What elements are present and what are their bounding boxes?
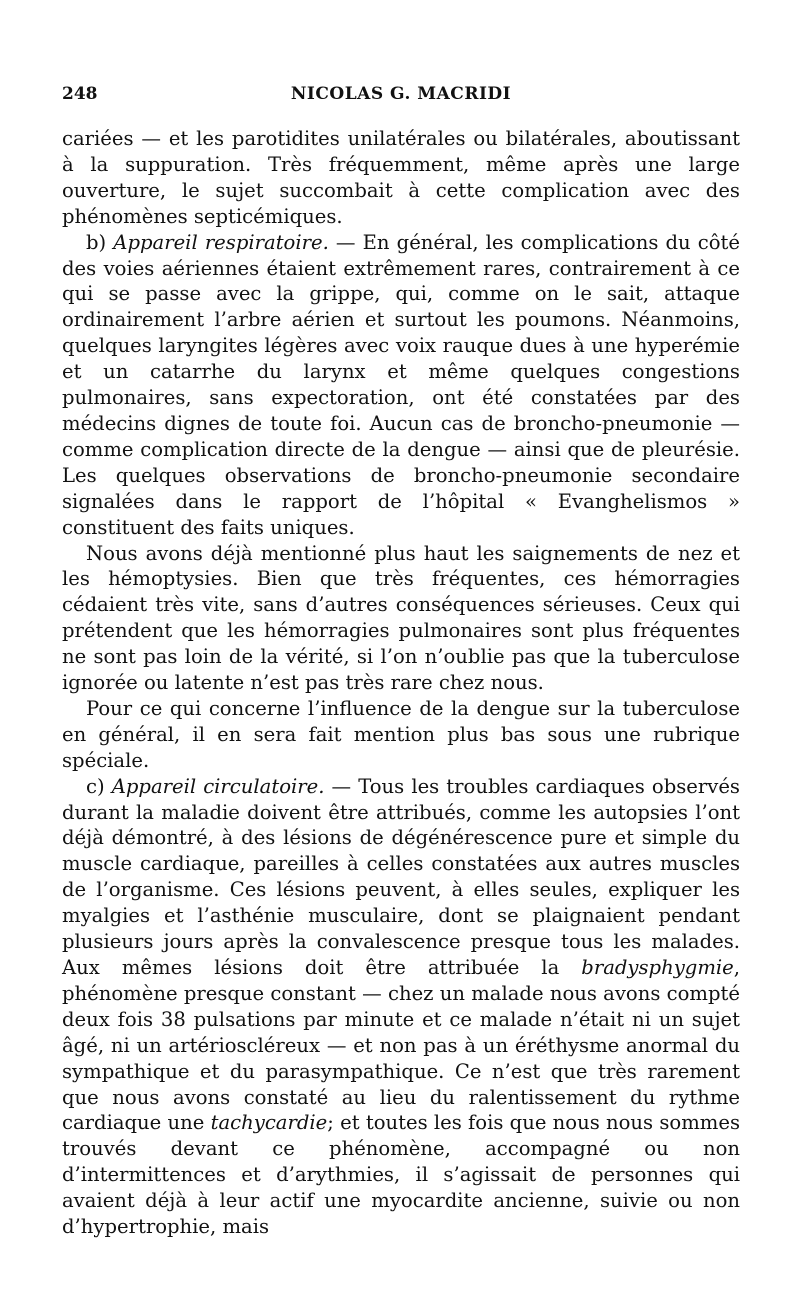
page-header [62,84,740,114]
paragraph-p1 [62,126,740,230]
italic-heading-text: Appareil respiratoire. [113,230,329,254]
body-text [62,126,740,1240]
paragraph-p2 [62,230,740,541]
paragraph-text: , phénomène presque constant — chez un malade nous avons compté deux fois 38 pulsations par minute et ce malade n’était ni un sujet âgé, ni un artérioscléreux — et non pas à un éréthysme anormal du sympathique et du parasympathique. Ce n’est que très rarement que nous avons constaté au lieu du ralentissement du rythme cardiaque une [62,956,740,1135]
italic-heading-text: Appareil circulatoire. [111,774,325,798]
paragraph-text: — Tous les troubles cardiaques observés durant la maladie doivent être attribués, comme les autopsies l’ont déjà démontré, à des lésions de dégénérescence pure et simple du muscle cardiaque, pareilles à celles constatées aux autres muscles de l’organisme. Ces lésions peuvent, à elles seules, expliquer les myalgies et l’asthénie musculaire, dont se plaignaient pendant plusieurs jours après la convalescence presque tous les malades. Aux mêmes lésions doit être attribuée la [62,774,740,979]
paragraph-p5 [62,774,740,1240]
italic-heading-text: tachycardie [210,1111,328,1135]
paragraph-text: cariées — et les parotidites unilatérales ou bilatérales, aboutissant à la suppuration. Très fréquemment, même après une large ouverture, le sujet succombait à cette complication avec des phénomènes septicémiques. [62,127,740,228]
paragraph-text: — En général, les complications du côté des voies aériennes étaient extrêmement rares, contrairement à ce qui se passe avec la grippe, qui, comme on le sait, attaque ordinairement l’arbre aérien et surtout les poumons. Néanmoins, quelques laryngites légères avec voix rauque dues à une hyperémie et un catarrhe du larynx et même quelques congestions pulmonaires, sans expectoration, ont été constatées par des médecins dignes de toute foi. Aucun cas de broncho-pneumonie — comme complication directe de la dengue — ainsi que de pleurésie. Les quelques observations de broncho-pneumonie secondaire signalées dans le rapport de l’hôpital « Evanghelismos » constituent des faits uniques. [62,230,740,539]
page-number: 248 [62,84,98,104]
italic-heading-text: bradysphygmie [581,956,734,979]
paragraph-text: Nous avons déjà mentionné plus haut les saignements de nez et les hémoptysies. Bien que très fréquentes, ces hémorragies cédaient très vite, sans d’autres conséquences sérieuses. Ceux qui prétendent que les hémorragies pulmonaires sont plus fréquentes ne sont pas loin de la vérité, si l’on n’oublie pas que la tuberculose ignorée ou latente n’est pas très rare chez nous. [62,541,740,695]
paragraph-p4 [62,696,740,774]
paragraph-text: c) [86,774,112,798]
paragraph-text: ; et toutes les fois que nous nous sommes trouvés devant ce phénomène, accompagné ou non d’intermittences et d’arythmies, il s’agissait de personnes qui avaient déjà à leur actif une myocardite ancienne, suivie ou non d’hypertrophie, mais [62,1111,741,1239]
paragraph-text: Pour ce qui concerne l’influence de la dengue sur la tuberculose en général, il en sera fait mention plus bas sous une rubrique spéciale. [62,696,740,772]
paragraph-p3 [62,541,740,696]
running-head: NICOLAS G. MACRIDI [290,84,512,104]
paragraph-text: b) [86,230,114,254]
book-page [62,84,740,1240]
